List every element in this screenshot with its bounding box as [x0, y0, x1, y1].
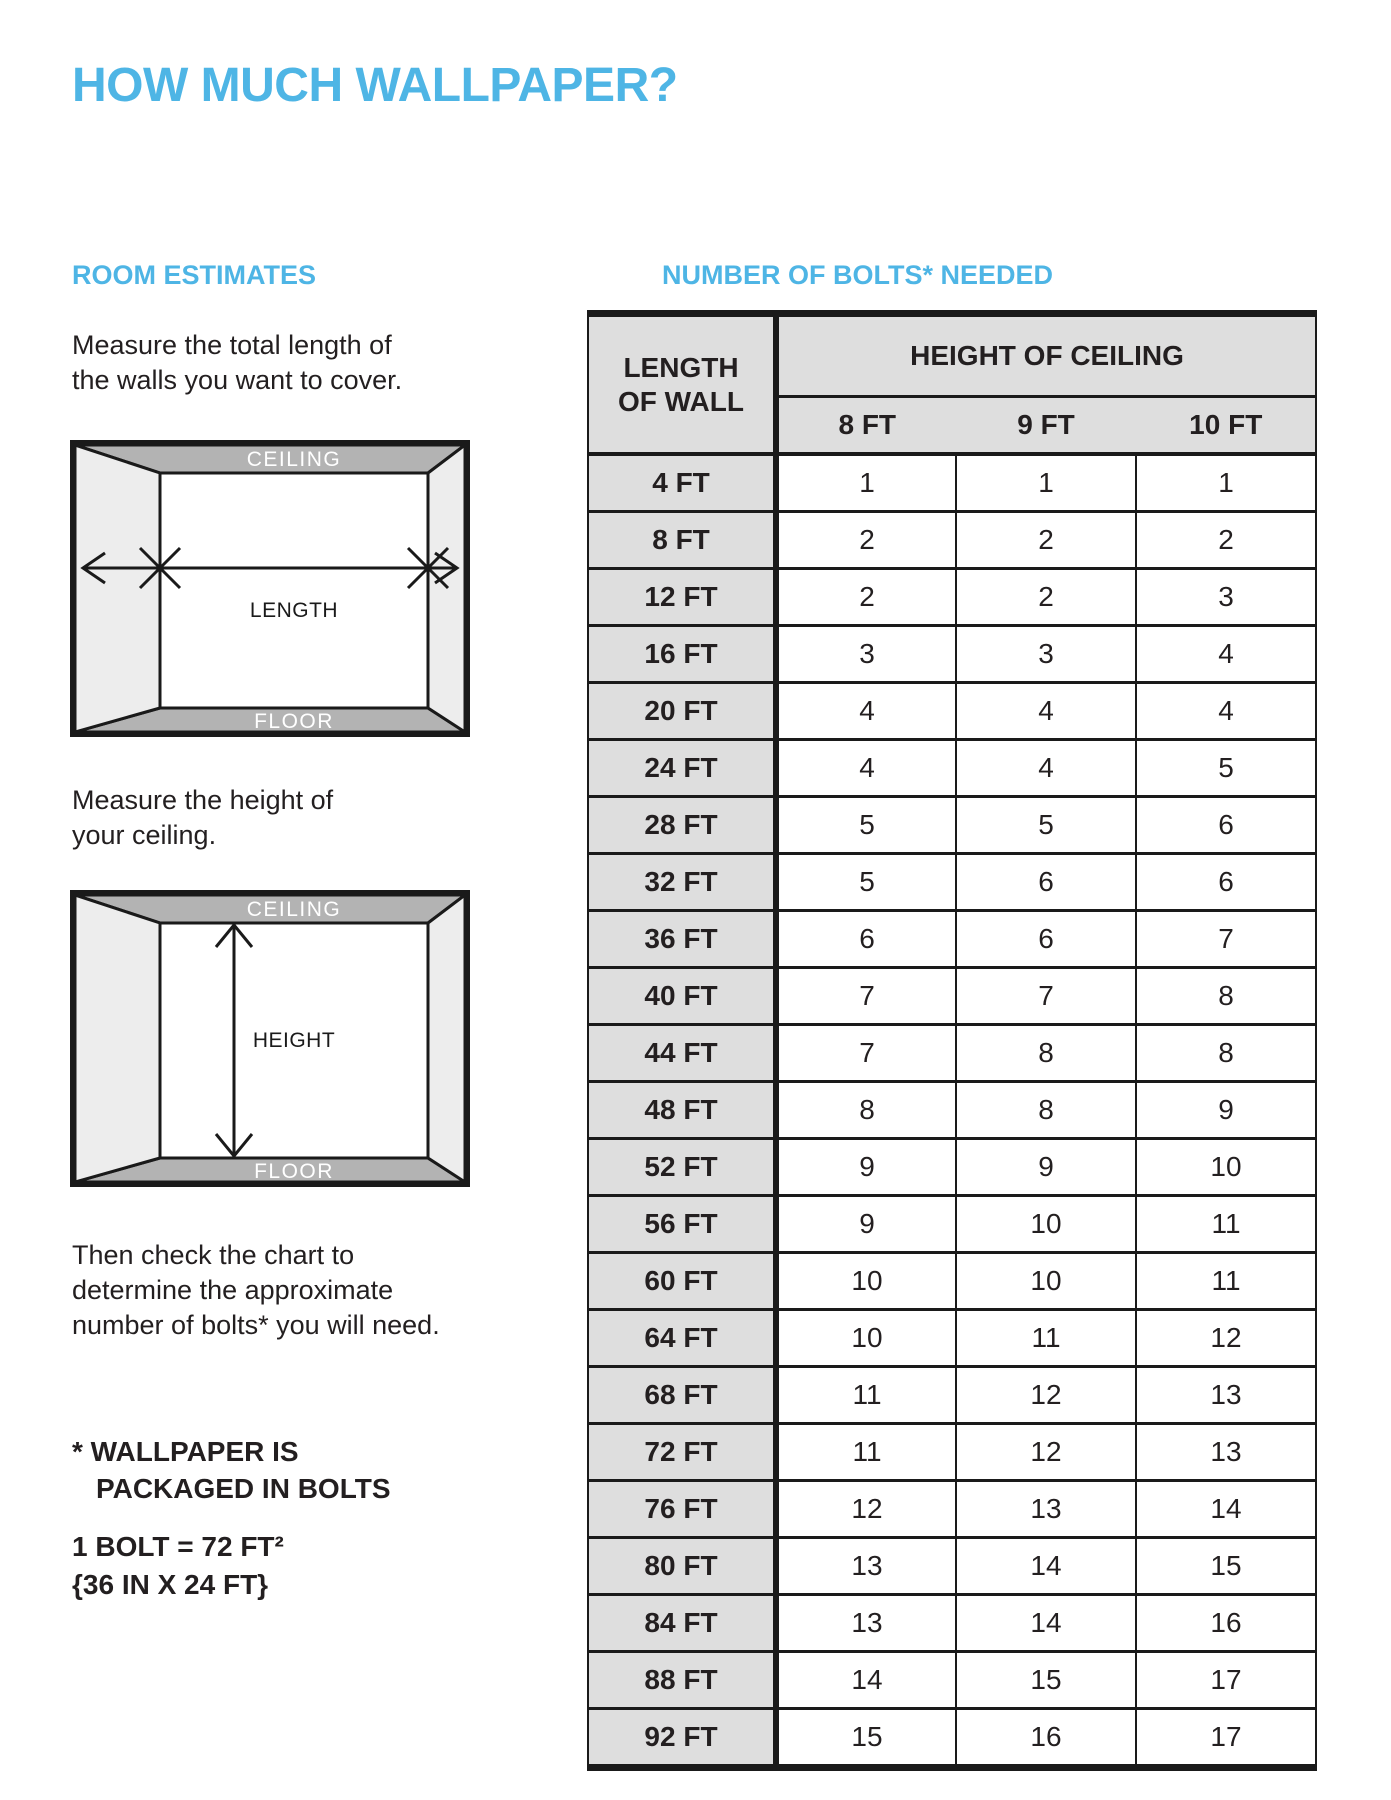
- height-label: HEIGHT: [252, 1029, 336, 1052]
- table-row: [588, 968, 1316, 1025]
- wall-length-cell: 28 FT: [588, 797, 776, 854]
- room-height-svg: [75, 895, 465, 1182]
- bolt-count-cell: 4: [956, 683, 1136, 740]
- bolt-count-cell: 11: [1136, 1196, 1316, 1253]
- col-header-8ft: 8 FT: [776, 397, 956, 455]
- bolt-count-cell: 15: [776, 1709, 956, 1768]
- wall-length-cell: 12 FT: [588, 569, 776, 626]
- bolt-count-cell: 8: [776, 1082, 956, 1139]
- table-row: [588, 1025, 1316, 1082]
- bolts-table-body: [588, 454, 1316, 1768]
- bolt-count-cell: 11: [1136, 1253, 1316, 1310]
- table-row: [588, 683, 1316, 740]
- step3-line1: Then check the chart to: [72, 1240, 355, 1270]
- wall-length-cell: 92 FT: [588, 1709, 776, 1768]
- bolt-count-cell: 10: [1136, 1139, 1316, 1196]
- bolt-count-cell: 6: [956, 854, 1136, 911]
- step1-line1: Measure the total length of: [72, 330, 392, 360]
- right-wall: [428, 895, 465, 1182]
- bolt-count-cell: 13: [1136, 1367, 1316, 1424]
- bolt-count-cell: 7: [776, 1025, 956, 1082]
- bolt-count-cell: 14: [1136, 1481, 1316, 1538]
- floor-label: FLOOR: [254, 710, 334, 732]
- bolt-count-cell: 10: [776, 1310, 956, 1367]
- bolt-count-cell: 4: [1136, 626, 1316, 683]
- bolt-count-cell: 9: [956, 1139, 1136, 1196]
- wall-length-cell: 84 FT: [588, 1595, 776, 1652]
- bolt-count-cell: 9: [1136, 1082, 1316, 1139]
- wall-length-cell: 52 FT: [588, 1139, 776, 1196]
- bolt-count-cell: 17: [1136, 1652, 1316, 1709]
- bolt-count-cell: 4: [776, 740, 956, 797]
- step1-instruction: [72, 328, 402, 398]
- wall-length-cell: 56 FT: [588, 1196, 776, 1253]
- bolt-count-cell: 15: [1136, 1538, 1316, 1595]
- wall-length-cell: 72 FT: [588, 1424, 776, 1481]
- bolt-count-cell: 10: [956, 1253, 1136, 1310]
- wall-length-cell: 8 FT: [588, 512, 776, 569]
- bolt-count-cell: 8: [1136, 968, 1316, 1025]
- bolt-count-cell: 13: [956, 1481, 1136, 1538]
- bolt-count-cell: 2: [776, 512, 956, 569]
- wall-length-cell: 32 FT: [588, 854, 776, 911]
- bolt-count-cell: 1: [776, 454, 956, 512]
- height-of-ceiling-header: HEIGHT OF CEILING: [776, 314, 1316, 397]
- table-row: [588, 1538, 1316, 1595]
- bolt-count-cell: 2: [1136, 512, 1316, 569]
- wall-length-cell: 36 FT: [588, 911, 776, 968]
- table-row: [588, 1595, 1316, 1652]
- table-row: [588, 569, 1316, 626]
- table-row: [588, 854, 1316, 911]
- wallpaper-footnote: [72, 1433, 391, 1507]
- table-row: [588, 1367, 1316, 1424]
- wall-length-cell: 40 FT: [588, 968, 776, 1025]
- bolt-count-cell: 3: [956, 626, 1136, 683]
- bolt-count-cell: 8: [1136, 1025, 1316, 1082]
- wall-length-cell: 60 FT: [588, 1253, 776, 1310]
- room-height-diagram: [70, 890, 470, 1187]
- bolt-count-cell: 5: [776, 854, 956, 911]
- bolt-count-cell: 6: [956, 911, 1136, 968]
- wall-length-cell: 24 FT: [588, 740, 776, 797]
- bolt-spec: [72, 1528, 284, 1604]
- bolt-count-cell: 10: [776, 1253, 956, 1310]
- wall-length-cell: 68 FT: [588, 1367, 776, 1424]
- bolts-table-head: [588, 314, 1316, 455]
- table-row: [588, 1082, 1316, 1139]
- bolt-count-cell: 9: [776, 1139, 956, 1196]
- bolt-count-cell: 16: [956, 1709, 1136, 1768]
- col-header-9ft: 9 FT: [956, 397, 1136, 455]
- bolt-count-cell: 12: [1136, 1310, 1316, 1367]
- wall-length-cell: 64 FT: [588, 1310, 776, 1367]
- footnote-line1: * WALLPAPER IS: [72, 1436, 299, 1467]
- bolt-count-cell: 16: [1136, 1595, 1316, 1652]
- bolt-count-cell: 13: [1136, 1424, 1316, 1481]
- step2-line1: Measure the height of: [72, 785, 334, 815]
- wall-length-cell: 48 FT: [588, 1082, 776, 1139]
- bolt-count-cell: 5: [956, 797, 1136, 854]
- table-row: [588, 512, 1316, 569]
- wall-length-cell: 80 FT: [588, 1538, 776, 1595]
- back-wall: [160, 473, 428, 708]
- step2-line2: your ceiling.: [72, 820, 217, 850]
- bolt-count-cell: 13: [776, 1538, 956, 1595]
- bolt-count-cell: 5: [776, 797, 956, 854]
- table-row: [588, 1310, 1316, 1367]
- wall-length-cell: 4 FT: [588, 454, 776, 512]
- floor-label: FLOOR: [254, 1160, 334, 1182]
- bolt-count-cell: 17: [1136, 1709, 1316, 1768]
- bolt-count-cell: 1: [956, 454, 1136, 512]
- step3-line2: determine the approximate: [72, 1275, 394, 1305]
- table-row: [588, 1424, 1316, 1481]
- wall-length-cell: 44 FT: [588, 1025, 776, 1082]
- bolt-count-cell: 14: [776, 1652, 956, 1709]
- bolt-count-cell: 6: [1136, 797, 1316, 854]
- length-label: LENGTH: [249, 599, 339, 622]
- bolt-count-cell: 13: [776, 1595, 956, 1652]
- bolt-count-cell: 15: [956, 1652, 1136, 1709]
- step2-instruction: [72, 783, 333, 853]
- bolt-count-cell: 5: [1136, 740, 1316, 797]
- wall-length-cell: 20 FT: [588, 683, 776, 740]
- bolt-spec-line2: {36 IN X 24 FT}: [72, 1569, 269, 1600]
- bolt-count-cell: 7: [1136, 911, 1316, 968]
- bolt-spec-line1: 1 BOLT = 72 FT²: [72, 1531, 284, 1562]
- ceiling-label: CEILING: [246, 448, 342, 471]
- wall-length-cell: 88 FT: [588, 1652, 776, 1709]
- length-of-wall-line1: LENGTH: [623, 351, 739, 383]
- bolts-needed-heading: NUMBER OF BOLTS* NEEDED: [662, 260, 1054, 290]
- table-row: [588, 454, 1316, 512]
- bolt-count-cell: 14: [956, 1595, 1136, 1652]
- room-length-svg: [75, 445, 465, 732]
- bolt-count-cell: 8: [956, 1082, 1136, 1139]
- table-row: [588, 911, 1316, 968]
- wall-length-cell: 76 FT: [588, 1481, 776, 1538]
- bolt-count-cell: 11: [776, 1367, 956, 1424]
- table-row: [588, 1196, 1316, 1253]
- length-of-wall-line2: OF WALL: [618, 385, 744, 417]
- length-of-wall-header: [588, 314, 776, 455]
- bolt-count-cell: 12: [776, 1481, 956, 1538]
- bolt-count-cell: 12: [956, 1424, 1136, 1481]
- bolt-count-cell: 4: [956, 740, 1136, 797]
- ceiling-label: CEILING: [246, 898, 342, 921]
- col-header-10ft: 10 FT: [1136, 397, 1316, 455]
- left-wall: [75, 445, 160, 732]
- table-row: [588, 740, 1316, 797]
- bolt-count-cell: 7: [956, 968, 1136, 1025]
- bolt-count-cell: 12: [956, 1367, 1136, 1424]
- bolt-count-cell: 2: [956, 512, 1136, 569]
- table-row: [588, 1709, 1316, 1768]
- step3-line3: number of bolts* you will need.: [72, 1310, 440, 1340]
- bolt-count-cell: 14: [956, 1538, 1136, 1595]
- bolt-count-cell: 9: [776, 1196, 956, 1253]
- room-estimates-heading: ROOM ESTIMATES: [72, 260, 317, 290]
- bolt-count-cell: 10: [956, 1196, 1136, 1253]
- bolts-table-wrap: [587, 310, 1317, 1771]
- bolt-count-cell: 3: [1136, 569, 1316, 626]
- table-row: [588, 1139, 1316, 1196]
- bolt-count-cell: 7: [776, 968, 956, 1025]
- bolt-count-cell: 8: [956, 1025, 1136, 1082]
- bolt-count-cell: 6: [1136, 854, 1316, 911]
- bolt-count-cell: 2: [956, 569, 1136, 626]
- table-row: [588, 626, 1316, 683]
- table-row: [588, 1481, 1316, 1538]
- bolt-count-cell: 4: [1136, 683, 1316, 740]
- bolt-count-cell: 1: [1136, 454, 1316, 512]
- footnote-line2: PACKAGED IN BOLTS: [96, 1473, 391, 1504]
- table-row: [588, 797, 1316, 854]
- wall-length-cell: 16 FT: [588, 626, 776, 683]
- bolt-count-cell: 4: [776, 683, 956, 740]
- bolt-count-cell: 2: [776, 569, 956, 626]
- left-wall: [75, 895, 160, 1182]
- step3-instruction: [72, 1238, 440, 1343]
- table-row: [588, 1253, 1316, 1310]
- room-length-diagram: [70, 440, 470, 737]
- bolt-count-cell: 11: [956, 1310, 1136, 1367]
- step1-line2: the walls you want to cover.: [72, 365, 403, 395]
- page-title: HOW MUCH WALLPAPER?: [72, 59, 678, 112]
- bolt-count-cell: 11: [776, 1424, 956, 1481]
- bolt-count-cell: 6: [776, 911, 956, 968]
- bolts-table: [587, 310, 1317, 1771]
- bolt-count-cell: 3: [776, 626, 956, 683]
- table-row: [588, 1652, 1316, 1709]
